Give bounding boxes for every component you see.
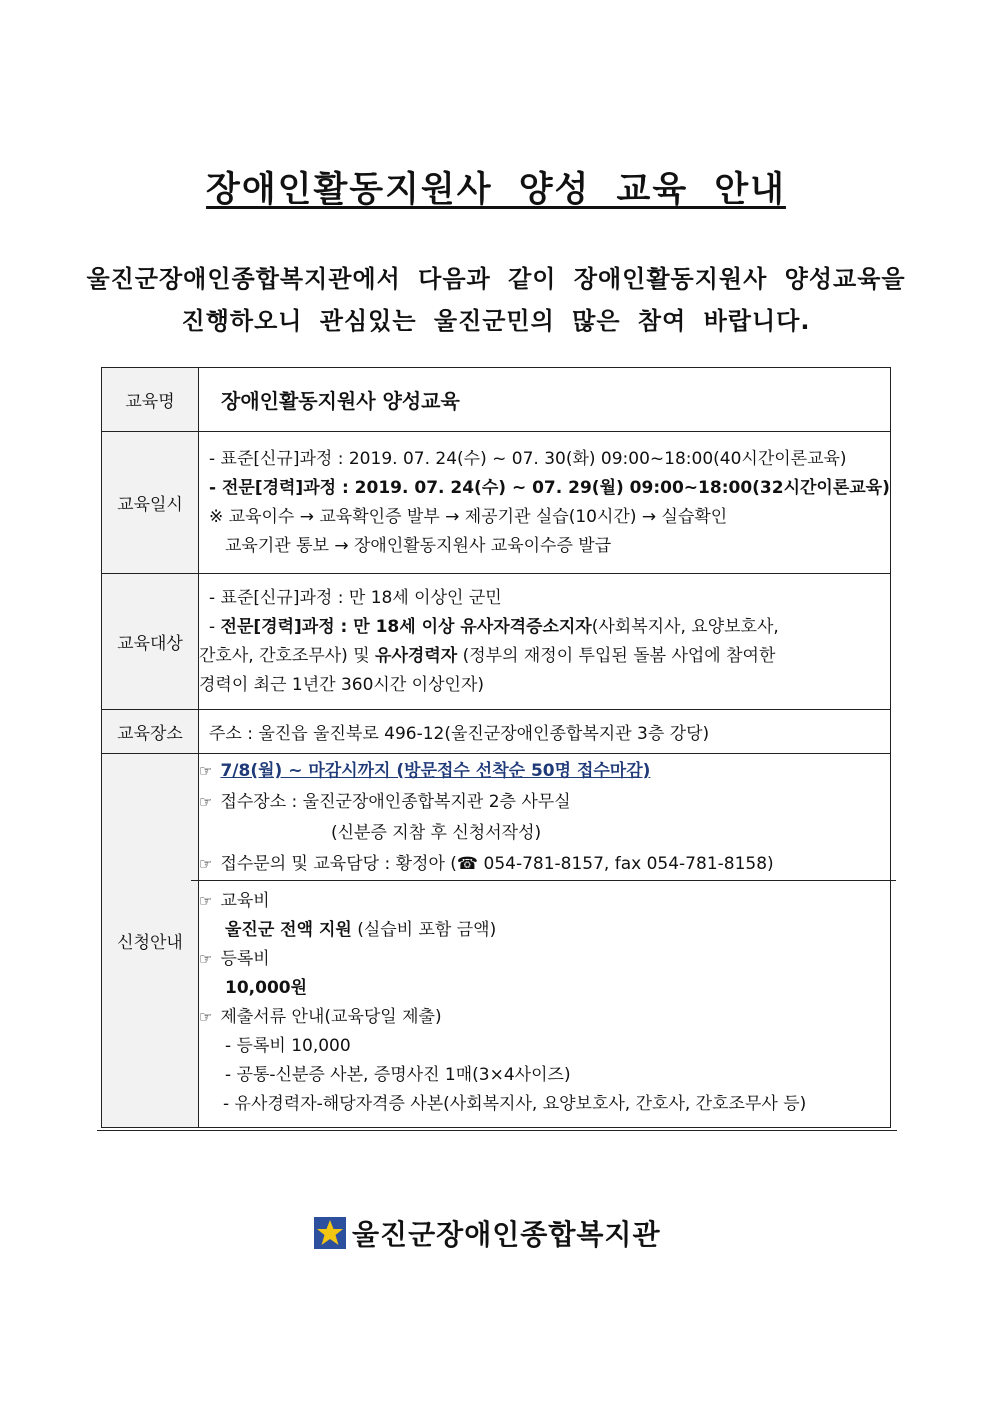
fee-label: [199, 887, 890, 916]
pointing-hand-icon: ☞: [199, 762, 213, 780]
schedule-note-2: 교육기관 통보 → 장애인활동지원사 교육이수증 발급: [225, 535, 612, 556]
reg-label: [199, 945, 890, 974]
label-education-name: 교육명: [102, 368, 199, 432]
contact-prefix: 접수문의 및 교육담당 : 황정아 (: [220, 854, 457, 874]
pointing-hand-icon: ☞: [199, 855, 213, 873]
schedule-expert: - 전문[경력]과정 : 2019. 07. 24(수) ~ 07. 29(월) 09:00~18:00(32시간이론교육): [209, 477, 890, 498]
apply-fees-section: [191, 880, 896, 1125]
target-expert-prefix: -: [209, 616, 221, 637]
apply-reception-place: [199, 787, 890, 818]
contact-suffix: 054-781-8157, fax 054-781-8158): [478, 854, 774, 874]
docs-label-text: 제출서류 안내(교육당일 제출): [220, 1007, 442, 1027]
deadline-text: 7/8(월) ~ 마감시까지 (방문접수 선착순 50명 접수마감): [220, 761, 651, 781]
pointing-hand-icon: ☞: [199, 793, 213, 811]
label-apply: 신청안내: [102, 754, 199, 1128]
target-standard: - 표준[신규]과정 : 만 18세 이상인 군민: [209, 587, 502, 608]
target-line3-bold: 유사경력자: [375, 645, 458, 666]
pointing-hand-icon: ☞: [199, 950, 213, 968]
label-schedule: 교육일시: [102, 432, 199, 574]
row-place: [102, 710, 891, 754]
fee-label-text: 교육비: [220, 891, 270, 911]
target-line-3: [199, 642, 890, 671]
reg-value: 10,000원: [225, 978, 308, 998]
footer-org-name: 울진군장애인종합복지관: [352, 1218, 661, 1251]
intro-line-1: 울진군장애인종합복지관에서 다음과 같이 장애인활동지원사 양성교육을: [86, 265, 906, 293]
footer-logo: [314, 1213, 661, 1253]
info-table: [101, 367, 891, 1128]
schedule-standard: - 표준[신규]과정 : 2019. 07. 24(수) ~ 07. 30(화) 09:00~18:00(40시간이론교육): [209, 448, 847, 469]
pointing-hand-icon: ☞: [199, 1008, 213, 1026]
bottom-divider: [97, 1130, 897, 1131]
reg-label-text: 등록비: [220, 949, 270, 969]
fee-value: [199, 916, 890, 945]
row-education-name: [102, 368, 891, 432]
doc-item-3: - 유사경력자-해당자격증 사본(사회복지사, 요양보호사, 간호사, 간호조무사 등): [223, 1094, 807, 1114]
fee-bold: 울진군 전액 지원: [225, 920, 352, 940]
target-line-4: 경력이 최근 1년간 360시간 이상인자): [199, 674, 484, 695]
page-title: 장애인활동지원사 양성 교육 안내: [206, 170, 786, 210]
doc-item-2: - 공통-신분증 사본, 증명사진 1매(3×4사이즈): [225, 1065, 571, 1085]
target-line3-b: (정부의 재정이 투입된 돌봄 사업에 참여한: [457, 645, 776, 666]
docs-label: [199, 1003, 890, 1032]
reception-place-text: 접수장소 : 울진군장애인종합복지관 2층 사무실: [220, 792, 571, 812]
star-logo-icon: [314, 1217, 346, 1249]
intro-line-2: 진행하오니 관심있는 울진군민의 많은 참여 바랍니다.: [181, 307, 811, 335]
target-expert-bold: 전문[경력]과정 : 만 18세 이상 유사자격증소지자: [220, 616, 592, 637]
apply-deadline: [199, 756, 890, 787]
apply-reception-note: (신분증 지참 후 신청서작성): [331, 823, 542, 843]
label-target: 교육대상: [102, 574, 199, 710]
intro-paragraph: [40, 258, 952, 342]
phone-icon: ☎: [456, 854, 479, 874]
target-line3-a: 간호사, 간호조무사) 및: [199, 645, 376, 666]
row-apply: [102, 754, 891, 1128]
label-place: 교육장소: [102, 710, 199, 754]
doc-item-1: - 등록비 10,000: [225, 1036, 351, 1056]
education-name-value: 장애인활동지원사 양성교육: [221, 389, 460, 413]
place-value: 주소 : 울진읍 울진북로 496-12(울진군장애인종합복지관 3층 강당): [209, 724, 710, 744]
schedule-note-1: ※ 교육이수 → 교육확인증 발부 → 제공기관 실습(10시간) → 실습확인: [209, 506, 728, 527]
row-schedule: [102, 432, 891, 574]
row-target: [102, 574, 891, 710]
fee-note: (실습비 포함 금액): [351, 920, 497, 940]
apply-contact: [199, 849, 890, 880]
pointing-hand-icon: ☞: [199, 892, 213, 910]
target-expert: [199, 613, 890, 642]
target-expert-rest: (사회복지사, 요양보호사,: [591, 616, 779, 637]
